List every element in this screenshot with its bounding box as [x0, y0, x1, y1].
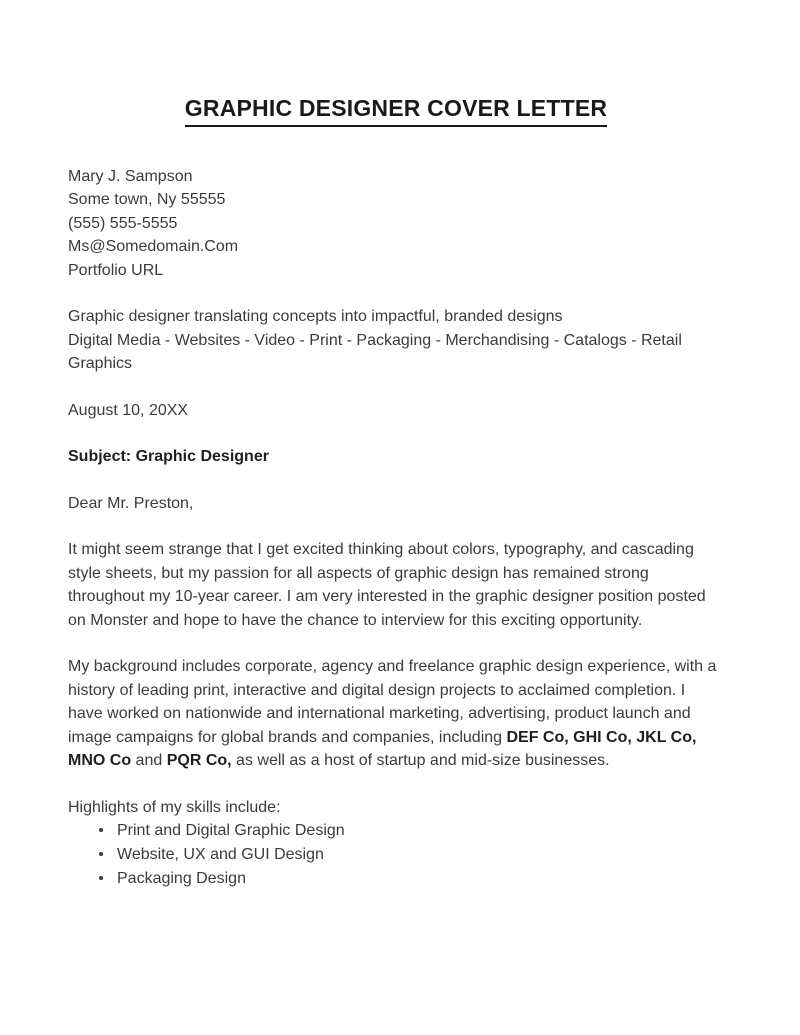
spacer: [68, 129, 724, 165]
spacer: [68, 773, 724, 796]
letter-date: August 10, 20XX: [68, 401, 189, 419]
contact-phone: (555) 555-5555: [68, 214, 178, 232]
list-item: [68, 843, 724, 867]
paragraph-2-part-1: My background includes corporate, agency and freelance graphic design experience, with a history of leading print, interactive and digital design projects to acclaimed completion. I have worked on nationwide and international marketing, advertising, product launch and image campaigns for global brands and companies, including: [68, 658, 717, 746]
spacer: [68, 632, 724, 655]
body-paragraph-1: It might seem strange that I get excited thinking about colors, typography, and cascading style sheets, but my passion for all aspects of graphic design has remained strong throughout my 10-year career. I am very interested in the graphic designer position posted on Monster and hope to have the chance to interview for this exciting opportunity.: [68, 541, 706, 629]
contact-address: Some town, Ny 55555: [68, 191, 226, 209]
list-item: [68, 819, 724, 843]
list-item-label: Print and Digital Graphic Design: [117, 822, 345, 840]
contact-email: Ms@Somedomain.Com: [68, 238, 239, 256]
list-item: [68, 867, 724, 891]
bullet-icon: [99, 852, 103, 856]
document-body: [68, 95, 724, 891]
list-item-label: Packaging Design: [117, 870, 246, 888]
paragraph-2-conjunction: and: [131, 752, 167, 770]
bullet-icon: [99, 828, 103, 832]
tagline-specialties: Digital Media - Websites - Video - Print - Packaging - Merchandising - Catalogs - Retail Graphics: [68, 331, 682, 373]
skills-intro: Highlights of my skills include:: [68, 798, 281, 816]
skills-list: [68, 819, 724, 891]
spacer: [68, 422, 724, 445]
paragraph-2-part-3: as well as a host of startup and mid-size businesses.: [231, 752, 610, 770]
subject-line: Subject: Graphic Designer: [68, 448, 269, 466]
spacer: [68, 282, 724, 305]
salutation: Dear Mr. Preston,: [68, 494, 194, 512]
body-paragraph-2: [68, 655, 724, 773]
spacer: [68, 469, 724, 492]
tagline-block: [68, 305, 724, 376]
company-list-2: PQR Co,: [166, 752, 232, 770]
page-title-text: GRAPHIC DESIGNER COVER LETTER: [185, 95, 607, 127]
bullet-icon: [99, 876, 103, 880]
spacer: [68, 376, 724, 399]
company-list-1: DEF Co, GHI Co, JKL Co, MNO Co: [68, 728, 697, 770]
tagline-headline: Graphic designer translating concepts into impactful, branded designs: [68, 308, 563, 326]
spacer: [68, 515, 724, 538]
contact-portfolio: Portfolio URL: [68, 261, 164, 279]
contact-name: Mary J. Sampson: [68, 167, 193, 185]
contact-block: [68, 165, 724, 283]
list-item-label: Website, UX and GUI Design: [117, 846, 324, 864]
page-title: [68, 95, 724, 129]
